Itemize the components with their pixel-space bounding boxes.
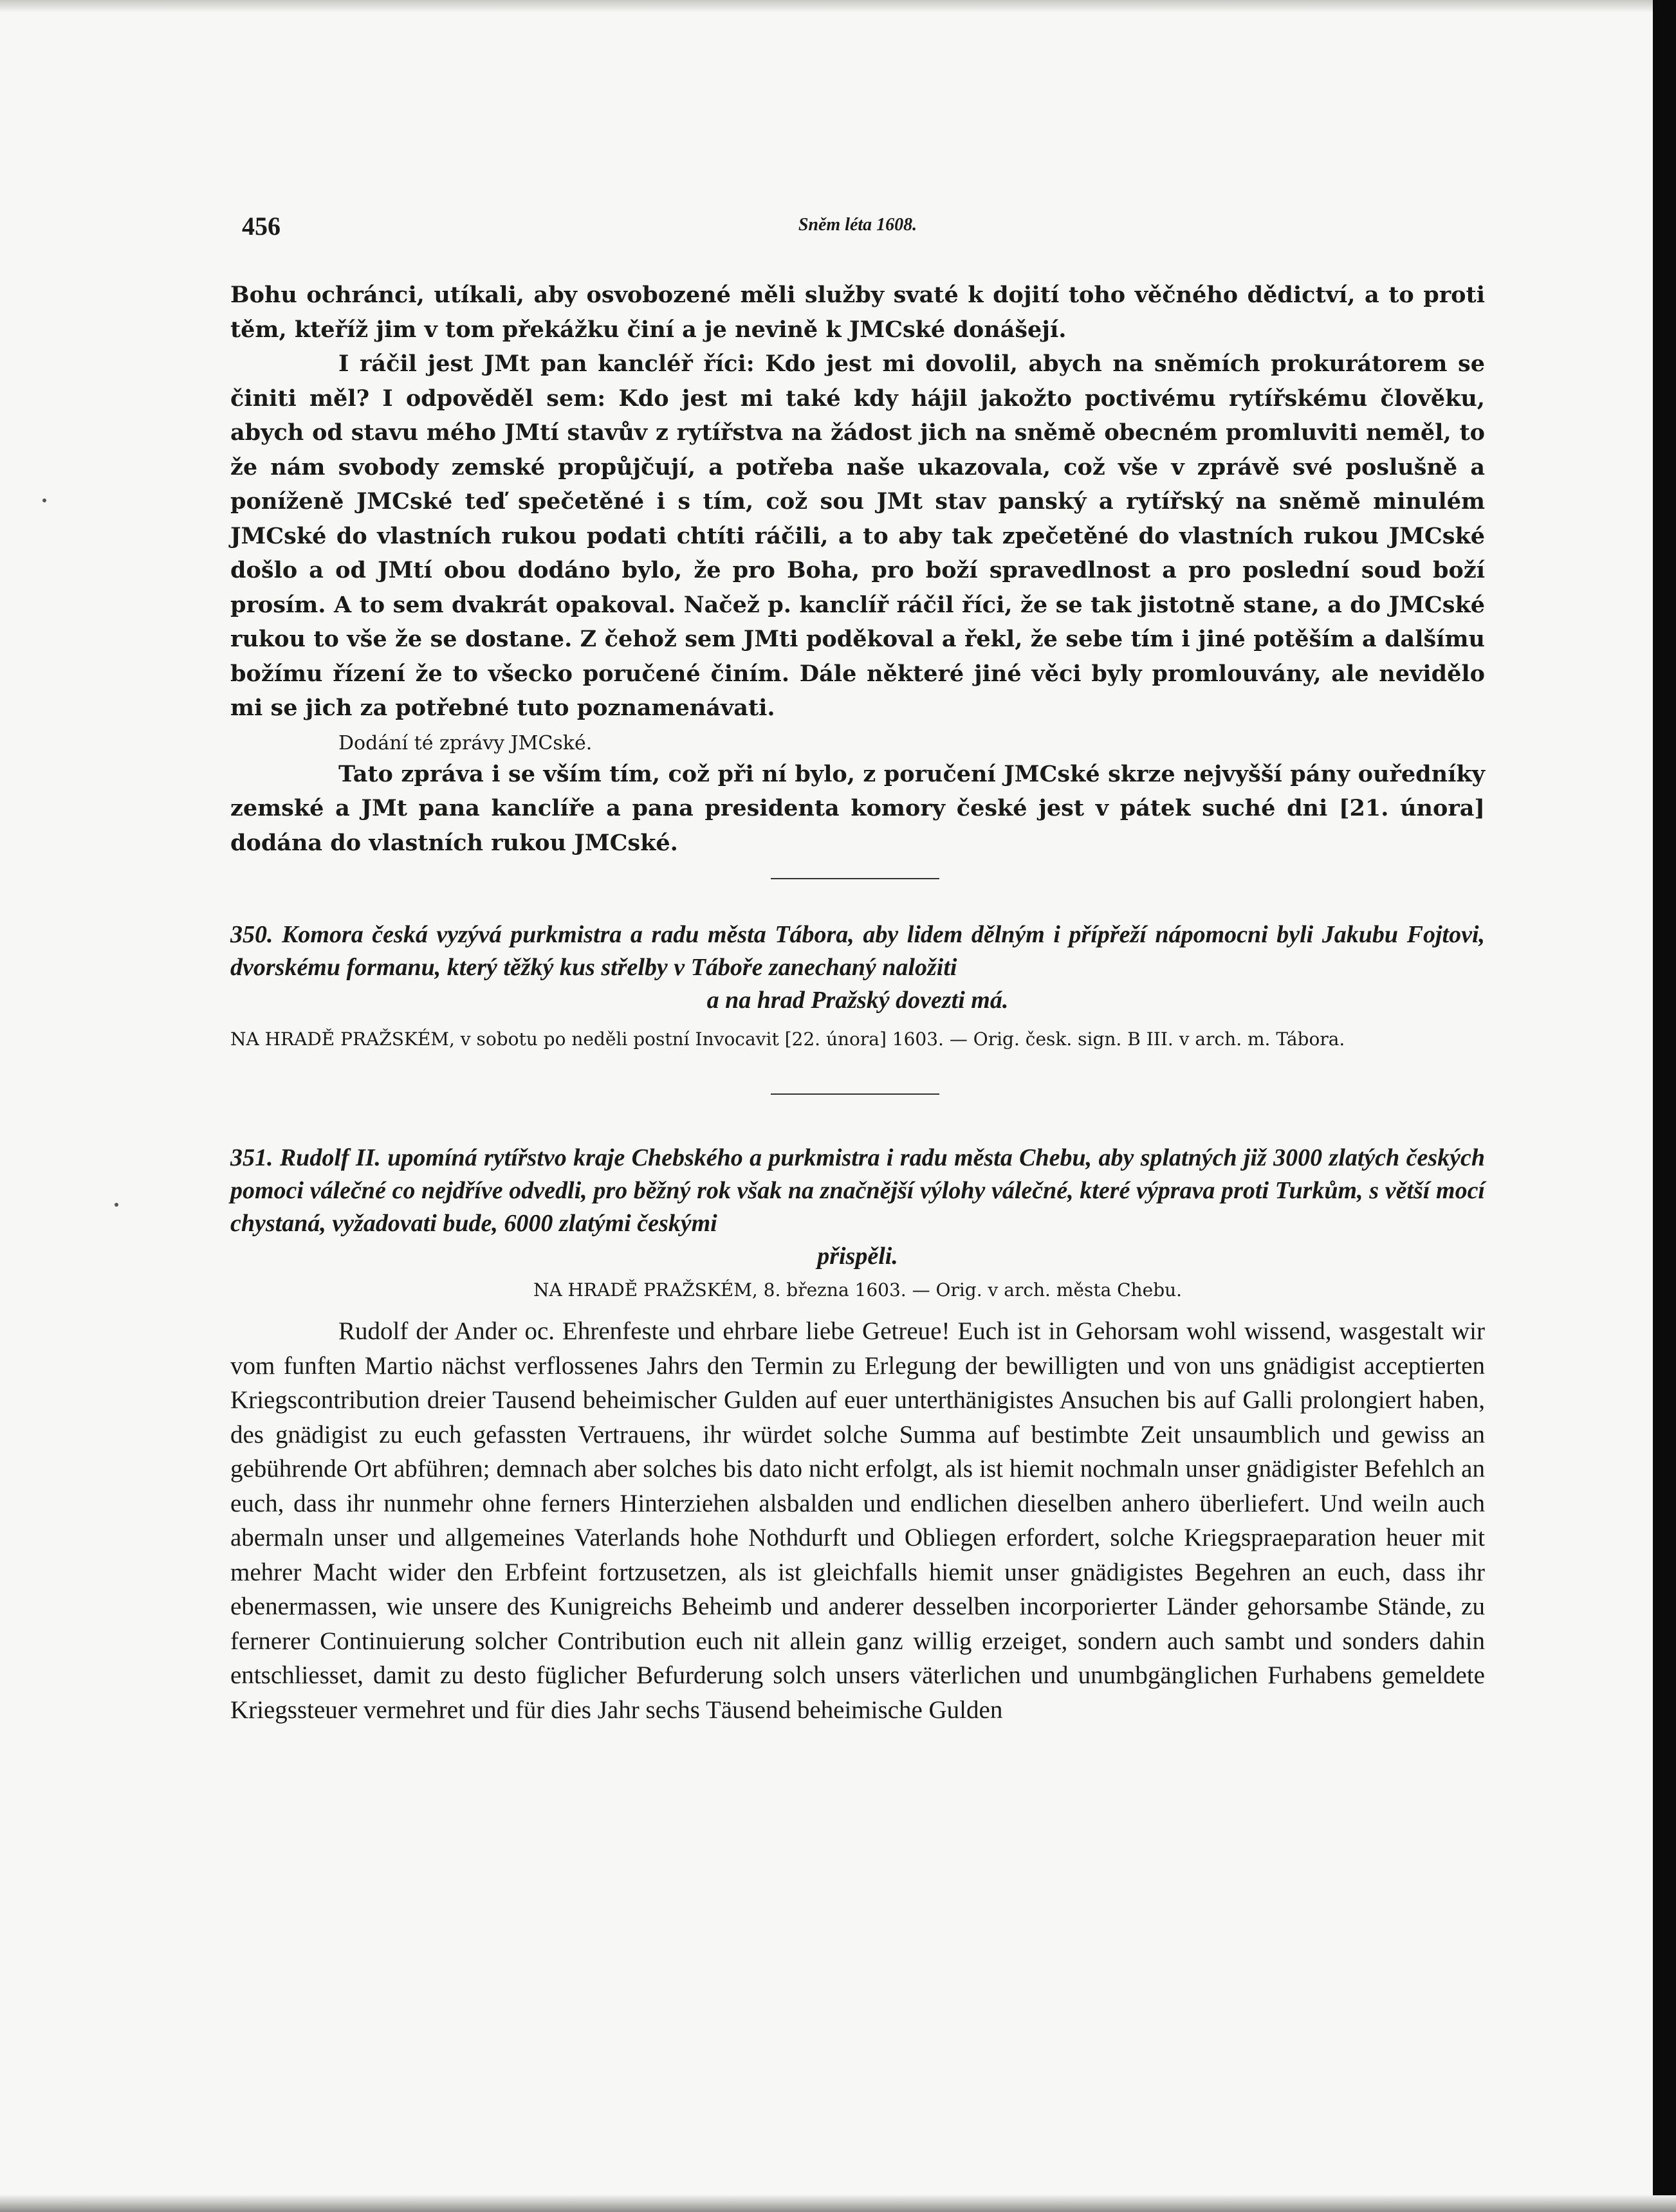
- section-divider: [771, 1093, 939, 1095]
- dateline: NA HRADĚ PRAŽSKÉM, 8. března 1603. — Orig. v arch. města Chebu.: [533, 1279, 1183, 1301]
- scan-shadow-bottom: [0, 2195, 1676, 2212]
- page-number: 456: [242, 212, 281, 241]
- letter-text: Rudolf der Ander oc. Ehrenfeste und ehrbare liebe Getreue! Euch ist in Gehorsam wohl wissend, wasgestalt wir vom funften Martio nächst verflossenes Jahrs den Termin zu Erlegung der bewilligten und von uns gnädigist acceptierten Kriegscontribution dreier Tausend beheimischer Gulden auf euer unterthänigistes Ansuchen bis auf Galli prolongiert haben, des gnädigist zu euch gefassten Vertrauens, ihr würdet solche Summa auf bestimbte Zeit unsaumblich und gewiss an gebührende Ort abführen; demnach aber solches bis dato nicht erfolgt, als ist hiemit nochmaln unser gnädigister Befehlch an euch, dass ihr nunmehr ohne ferners Hinterziehen alsbalden und endlichen dieselben anhero überliefert. Und weiln auch abermaln unser und allgemeines Vaterlands hohe Nothdurft und Obliegen erfordert, solche Kriegspraeparation heuer mit mehrer Macht wider den Erbfeint fortzusetzen, als ist gleichfalls hiemit unser gnädigistes Begehren an euch, dass ihr ebenermassen, wie unsere des Kunigreichs Beheimb und anderer desselben incorporierter Länder gehorsambe Stände, zu fernerer Continuierung solcher Contribution euch nit allein ganz willig erzeiget, sondern auch sambt und sonders dahin entschliesset, damit zu desto füglicher Befurderung solch unsers väterlichen und unumbgänglichen Furhabens gemeldete Kriegssteuer vermehret und für dies Jahr sechs Täusend beheimische Gulden: [230, 1317, 1485, 1724]
- section-351: [230, 1142, 1485, 1727]
- regest: 350. Komora česká vyzývá purkmistra a radu města Tábora, aby lidem dělným i přípřeží nápomocni byli Jakubu Fojtovi, dvorskému formanu, který těžký kus střelby v Táboře zanechaný naložiti: [230, 921, 1485, 981]
- scan-shadow-top: [0, 0, 1676, 12]
- paragraph: Bohu ochránci, utíkali, aby osvobozené měli služby svaté k dojití toho věčného dědictví, a to proti těm, kteříž jim v tom překážku činí a je nevině k JMCské donášejí.: [230, 282, 1485, 343]
- dateline: NA HRADĚ PRAŽSKÉM, v sobotu po neděli postní Invocavit [22. února] 1603. — Orig. česk. sign. B III. v arch. m. Tábora.: [230, 1028, 1345, 1050]
- subheading: Dodání té zprávy JMCské.: [338, 731, 593, 754]
- regest-last-line: a na hrad Pražský dovezti má.: [706, 987, 1009, 1014]
- section-350: [230, 919, 1485, 1053]
- page-header: [230, 211, 1485, 243]
- margin-speck: [42, 498, 46, 502]
- paragraph: I ráčil jest JMt pan kancléř říci: Kdo jest mi dovolil, abych na sněmích prokurátorem se činiti měl? I odpověděl sem: Kdo jest mi také kdy hájil jakožto poctivému rytířskému člověku, abych od stavu mého JMtí stavův z rytířstva na žádost jich na sněmě obecném promluviti neměl, to že nám svobody zemské propůjčují, a potřeba naše ukazovala, což vše v zprávě své poslušně a poníženě JMCské teď spečetěné i s tím, což sou JMt stav panský a rytířský na sněmě minulém JMCské do vlastních rukou podati chtíti ráčili, a to aby tak zpečetěné do vlastních rukou JMCské došlo a od JMtí obou dodáno bylo, že pro Boha, pro boží spravedlnost a pro poslední soud boží prosím. A to sem dvakrát opakoval. Načež p. kanclíř ráčil říci, že se tak jistotně stane, a do JMCské rukou to vše že se dostane. Z čehož sem JMti poděkoval a řekl, že sebe tím i jiné potěším a dalšímu božímu řízení že to všecko poručené činím. Dále některé jiné věci byly promlouvány, ale nevidělo mi se jich za potřebné tuto poznamenávati.: [230, 351, 1485, 721]
- section-divider: [771, 878, 939, 879]
- running-title: Sněm léta 1608.: [798, 215, 917, 235]
- scan-border-right: [1653, 0, 1676, 2212]
- regest: 351. Rudolf II. upomíná rytířstvo kraje Chebského a purkmistra i radu města Chebu, aby splatných již 3000 zlatých českých pomoci válečné co nejdříve odvedli, pro běžný rok však na značnější výlohy válečné, které výprava proti Turkům, s větší mocí chystaná, vyžadovati bude, 6000 zlatými českými: [230, 1144, 1485, 1237]
- margin-speck: [115, 1203, 118, 1207]
- regest-last-line: přispěli.: [817, 1243, 898, 1270]
- paragraph: Tato zpráva i se vším tím, což při ní bylo, z poručení JMCské skrze nejvyšší pány ouředníky zemské a JMt pana kanclíře a pana presidenta komory české jest v pátek suché dni [21. února] dodána do vlastních rukou JMCské.: [230, 760, 1485, 856]
- section-349-continued: [230, 278, 1485, 860]
